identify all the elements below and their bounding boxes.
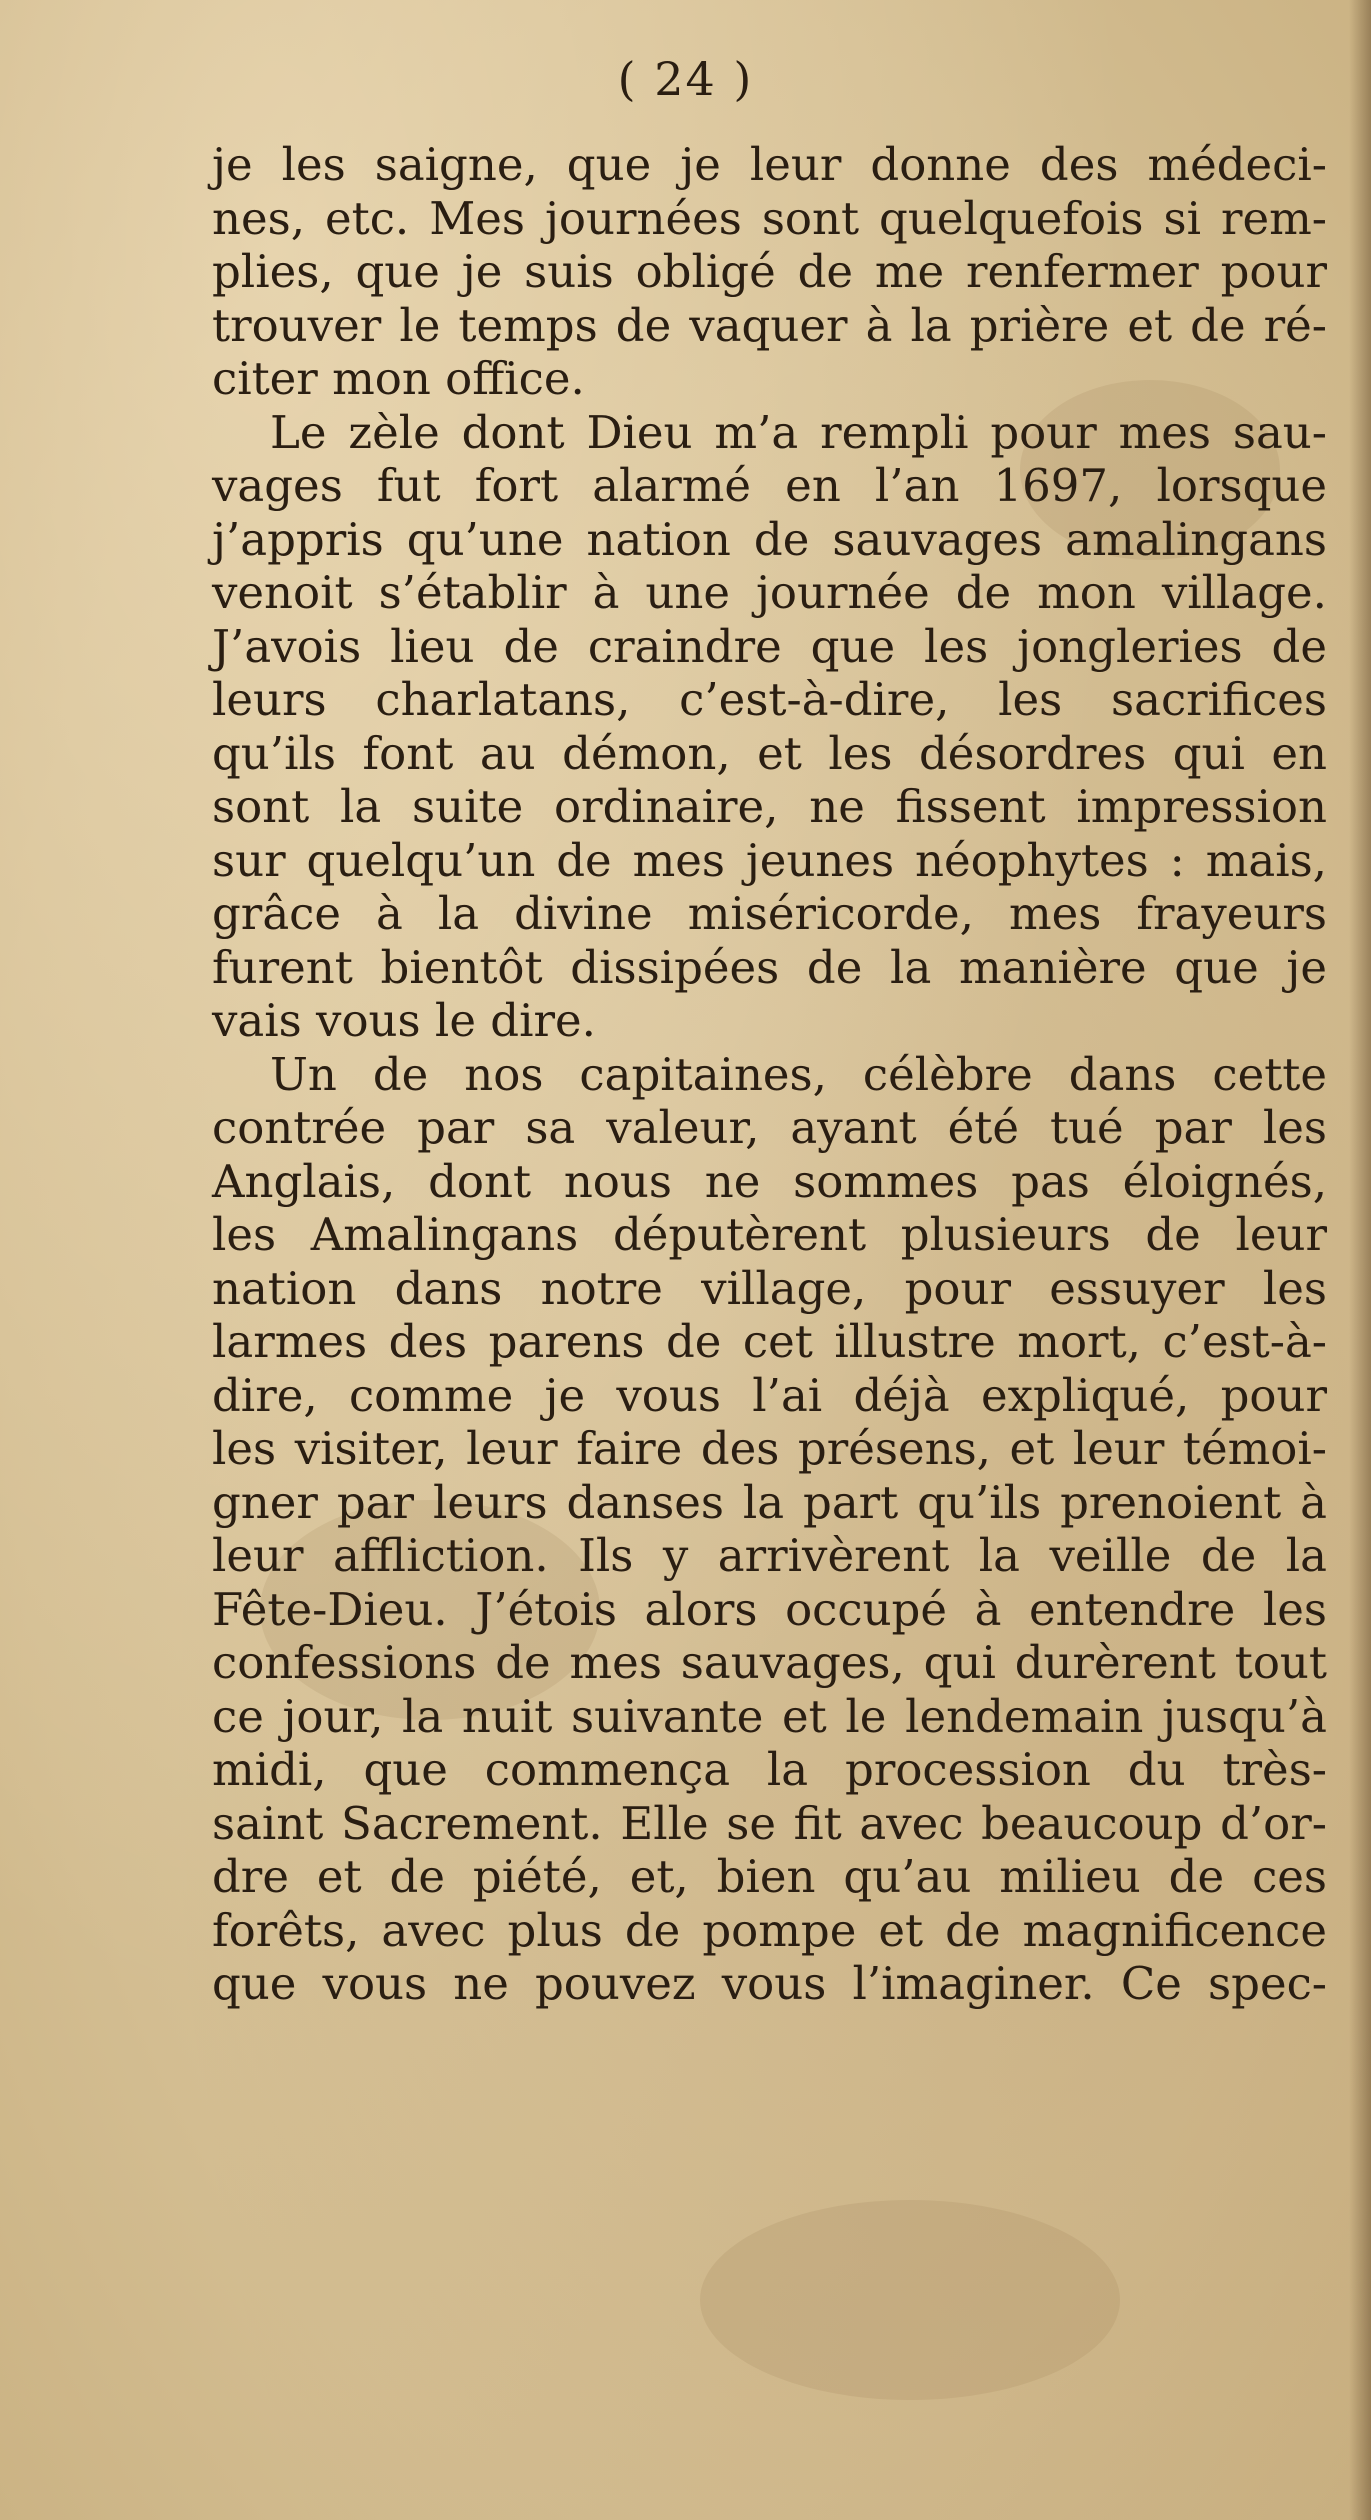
- text-line: les Amalingans députèrent plusieurs de leur: [212, 1208, 1327, 1261]
- text-line: trouver le temps de vaquer à la prière et de ré-: [212, 298, 1327, 352]
- text-line: J’avois lieu de craindre que les jongleries de: [212, 619, 1327, 673]
- text-line: plies, que je suis obligé de me renfermer pour: [212, 245, 1327, 298]
- text-line: Anglais, dont nous ne sommes pas éloignés,: [212, 1154, 1327, 1208]
- text-line: les visiter, leur faire des présens, et leur témoi-: [212, 1422, 1327, 1475]
- page-number-header: ( 24 ): [617, 52, 754, 106]
- text-line: larmes des parens de cet illustre mort, c’est-à-: [212, 1315, 1327, 1368]
- text-line: je les saigne, que je leur donne des médeci-: [212, 138, 1327, 191]
- text-line: sur quelqu’un de mes jeunes néophytes : mais,: [212, 833, 1327, 887]
- text-line: j’appris qu’une nation de sauvages amalingans: [212, 512, 1327, 566]
- text-line: vais vous le dire.: [212, 994, 596, 1047]
- text-line: ce jour, la nuit suivante et le lendemain jusqu’à: [212, 1689, 1327, 1743]
- text-line: Un de nos capitaines, célèbre dans cette: [270, 1047, 1327, 1101]
- text-line: citer mon office.: [212, 352, 585, 405]
- text-line: forêts, avec plus de pompe et de magnificence: [212, 1903, 1327, 1957]
- paper-stain: [700, 2200, 1120, 2400]
- text-line: dire, comme je vous l’ai déjà expliqué, pour: [212, 1368, 1327, 1422]
- text-line: dre et de piété, et, bien qu’au milieu de ces: [212, 1850, 1327, 1903]
- text-line: Fête-Dieu. J’étois alors occupé à entendre les: [212, 1582, 1327, 1636]
- text-line: confessions de mes sauvages, qui durèrent tout: [212, 1636, 1327, 1689]
- text-line: sont la suite ordinaire, ne fissent impression: [212, 780, 1327, 833]
- body-text: [212, 138, 1327, 2011]
- text-line: qu’ils font au démon, et les désordres qui en: [212, 726, 1327, 780]
- text-line: contrée par sa valeur, ayant été tué par les: [212, 1101, 1327, 1154]
- text-line: furent bientôt dissipées de la manière que je: [212, 940, 1327, 994]
- text-line: Le zèle dont Dieu m’a rempli pour mes sau-: [270, 405, 1327, 459]
- text-line: midi, que commença la procession du très-: [212, 1743, 1327, 1796]
- text-line: leur affliction. Ils y arrivèrent la veille de la: [212, 1529, 1327, 1582]
- text-line: grâce à la divine miséricorde, mes frayeurs: [212, 887, 1327, 940]
- text-line: leurs charlatans, c’est-à-dire, les sacrifices: [212, 673, 1327, 726]
- text-line: gner par leurs danses la part qu’ils prenoient à: [212, 1475, 1327, 1529]
- page-edge-shadow: [1349, 0, 1371, 2520]
- text-line: venoit s’établir à une journée de mon village.: [212, 566, 1327, 619]
- text-line: nation dans notre village, pour essuyer les: [212, 1261, 1327, 1315]
- text-line: que vous ne pouvez vous l’imaginer. Ce spec-: [212, 1957, 1327, 2010]
- text-line: nes, etc. Mes journées sont quelquefois si rem-: [212, 191, 1327, 245]
- text-line: saint Sacrement. Elle se fit avec beaucoup d’or-: [212, 1796, 1327, 1850]
- text-line: vages fut fort alarmé en l’an 1697, lorsque: [212, 459, 1327, 512]
